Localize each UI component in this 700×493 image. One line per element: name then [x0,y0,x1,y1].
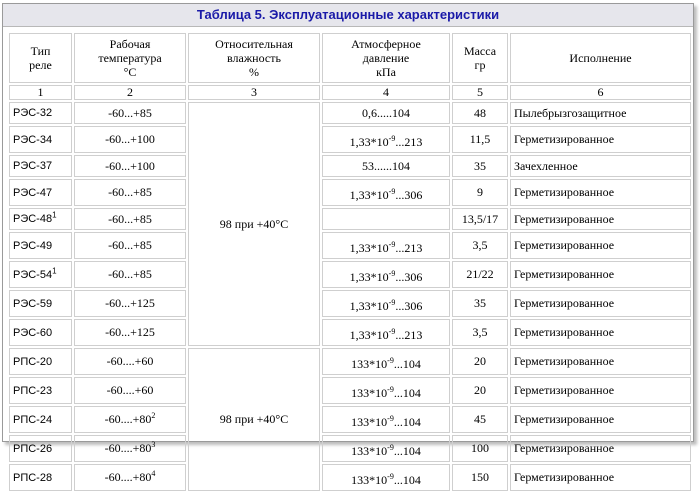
column-number: 3 [188,85,320,100]
exponent: -9 [388,268,396,278]
table-row [9,179,691,206]
exponent: -9 [387,442,394,452]
cell-humidity: 98 при +40°С [188,348,320,491]
cell-temperature: $-60....+80^4$ [74,464,186,491]
footnote-mark: 4 [151,469,156,478]
cell-mass: 45 [452,406,508,433]
cell-mass: 13,5/17 [452,208,508,230]
header-type: Тип реле [9,33,72,83]
table-row [9,155,691,177]
cell-execution: Герметизированное [510,348,691,375]
cell-pressure: $1,33*10^{-9}...306$ [322,179,450,206]
footnote-mark: 1 [52,210,57,220]
cell-temperature: -60....+60 [74,348,186,375]
column-number-row [9,85,691,100]
cell-temperature: -60...+85 [74,208,186,230]
table-row [9,406,691,433]
footnote-mark: 2 [151,411,156,420]
cell-execution: Герметизированное [510,208,691,230]
column-number: 6 [510,85,691,100]
cell-execution: Пылебрызгозащитное [510,102,691,124]
exponent: -9 [388,186,396,196]
cell-type: РПС-23 [9,377,72,404]
table-frame [2,3,694,487]
cell-type: РЭС-49 [9,232,72,259]
characteristics-table [7,31,693,493]
cell-mass: 100 [452,435,508,462]
cell-execution: Герметизированное [510,261,691,288]
cell-type: РЭС-60 [9,319,72,346]
cell-mass: 3,5 [452,319,508,346]
cell-execution: Герметизированное [510,319,691,346]
cell-execution: Герметизированное [510,290,691,317]
cell-type: РЭС-47 [9,179,72,206]
cell-execution: Герметизированное [510,179,691,206]
cell-pressure: $133*10^{-9}...104$ [322,435,450,462]
cell-mass: 3,5 [452,232,508,259]
header-temperature: Рабочая температура °С [74,33,186,83]
table-title: Таблица 5. Эксплуатационные характеристики [3,4,693,27]
cell-type: РПС-24 [9,406,72,433]
cell-mass: 20 [452,348,508,375]
cell-pressure: 0,6.....104 [322,102,450,124]
cell-execution: Герметизированное [510,435,691,462]
table-row [9,377,691,404]
footnote-mark: 1 [52,265,57,275]
cell-execution: Зачехленное [510,155,691,177]
exponent: -9 [388,297,396,307]
cell-type: РЭС-$48^1$ [9,208,72,230]
cell-type: РЭС-$54^1$ [9,261,72,288]
cell-pressure: $1,33*10^{-9}...306$ [322,290,450,317]
table-row [9,464,691,491]
cell-type: РПС-28 [9,464,72,491]
header-mass: Масса гр [452,33,508,83]
cell-pressure: $133*10^{-9}...104$ [322,406,450,433]
header-row [9,33,691,83]
cell-temperature: -60...+125 [74,290,186,317]
cell-temperature: -60...+125 [74,319,186,346]
header-humidity: Относительная влажность % [188,33,320,83]
cell-temperature: -60...+85 [74,232,186,259]
table-row [9,232,691,259]
table-row [9,319,691,346]
cell-temperature: -60...+100 [74,155,186,177]
cell-mass: 35 [452,290,508,317]
cell-mass: 20 [452,377,508,404]
cell-execution: Герметизированное [510,464,691,491]
cell-temperature: -60...+85 [74,102,186,124]
cell-temperature: $-60....+80^2$ [74,406,186,433]
cell-pressure: $1,33*10^{-9}...213$ [322,232,450,259]
cell-humidity: 98 при +40°С [188,102,320,346]
cell-type: РПС-26 [9,435,72,462]
cell-temperature: -60...+100 [74,126,186,153]
cell-temperature: -60....+60 [74,377,186,404]
table-row [9,208,691,230]
cell-pressure: $1,33*10^{-9}...213$ [322,319,450,346]
cell-type: РЭС-34 [9,126,72,153]
header-pressure: Атмосферное давление кПа [322,33,450,83]
exponent: -9 [388,326,396,336]
cell-execution: Герметизированное [510,406,691,433]
cell-temperature: -60...+85 [74,261,186,288]
cell-pressure: $1,33*10^{-9}...213$ [322,126,450,153]
cell-mass: 9 [452,179,508,206]
cell-pressure: 53......104 [322,155,450,177]
cell-pressure: $133*10^{-9}...104$ [322,377,450,404]
cell-pressure: $133*10^{-9}...104$ [322,348,450,375]
column-number: 1 [9,85,72,100]
cell-type: РЭС-32 [9,102,72,124]
cell-pressure: $1,33*10^{-9}...306$ [322,261,450,288]
cell-mass: 21/22 [452,261,508,288]
cell-mass: 11,5 [452,126,508,153]
table-row [9,348,691,375]
header-execution: Исполнение [510,33,691,83]
cell-type: РЭС-59 [9,290,72,317]
exponent: -9 [387,413,394,423]
footnote-mark: 3 [151,440,156,449]
cell-execution: Герметизированное [510,126,691,153]
cell-mass: 150 [452,464,508,491]
cell-pressure: $133*10^{-9}...104$ [322,464,450,491]
cell-temperature: -60...+85 [74,179,186,206]
cell-type: РЭС-37 [9,155,72,177]
cell-execution: Герметизированное [510,232,691,259]
column-number: 2 [74,85,186,100]
cell-type: РПС-20 [9,348,72,375]
exponent: -9 [387,384,394,394]
exponent: -9 [388,239,396,249]
table-row [9,102,691,124]
exponent: -9 [387,355,394,365]
table-row [9,126,691,153]
column-number: 4 [322,85,450,100]
cell-temperature: $-60....+80^3$ [74,435,186,462]
cell-mass: 35 [452,155,508,177]
cell-execution: Герметизированное [510,377,691,404]
column-number: 5 [452,85,508,100]
exponent: -9 [387,471,394,481]
exponent: -9 [388,133,396,143]
table-row [9,290,691,317]
cell-pressure [322,208,450,230]
cell-mass: 48 [452,102,508,124]
table-row [9,435,691,462]
table-row [9,261,691,288]
